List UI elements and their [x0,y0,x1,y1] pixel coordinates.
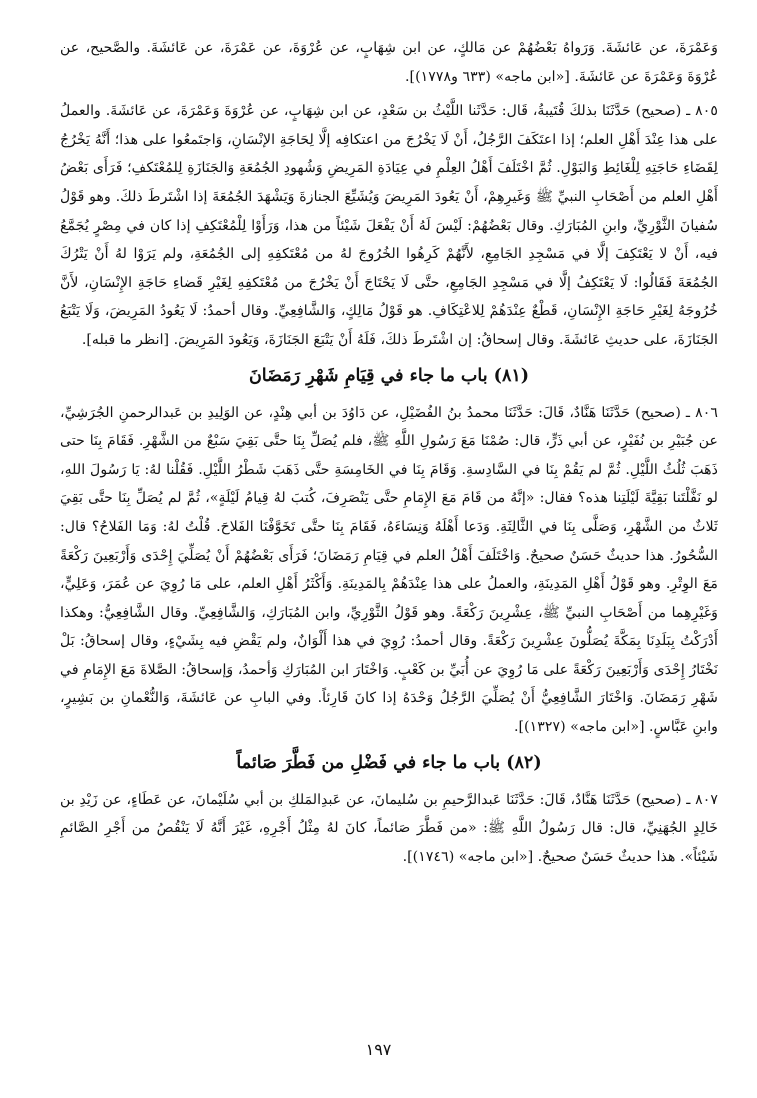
chapter-heading-82: (٨٢) باب ما جاء في فَضْلِ من فَطَّرَ صَائماً [236,752,542,773]
page-body [60,34,718,1064]
paragraph-hadith-807: ٨٠٧ ـ (صحيح) حَدَّثَنَا هَنَّادٌ، قَالَ: حَدَّثَنَا عَبدالرَّحيمِ بن سُليمانَ، عن عَبدِالمَلكِ بن أبي سُلَيْمانَ، عن عَطَاءٍ، عن زَيْدِ بن خَالِدٍ الجُهَنِيِّ، قال: قال رَسُولُ اللَّهِ ﷺ: «من فَطَّرَ صَائماً، كانَ لهُ مِثْلُ أَجْرِهِ، غَيْرَ أَنَّهُ لَا يَنْقُصُ من أَجْرِ الصَّائمِ شَيْئاً». هذا حديثٌ حَسَنٌ صحيحٌ. [«ابن ماجه» (١٧٤٦)]. [60,791,718,865]
paragraph-hadith-805: ٨٠٥ ـ (صحيح) حَدَّثَنَا بذلكَ قُتَيبةُ، قَال: حَدَّثَنا اللَّيْثُ بن سَعْدٍ، عن ابن شِهَابٍ، عن عُرْوَةَ وَعَمْرَةَ، عن عَائشَةَ. والعملُ على هذا عِنْدَ أَهْلِ العلم؛ إذا اعتَكَفَ الرَّجُلُ، أَنْ لَا يَخْرُجَ من اعتكافِه إلَّا لِحَاجَةِ الإنْسَانِ، وَاجتَمعُوا على هذا؛ أَنَّهُ يَخْرُجُ لِقَضَاءِ حَاجَتِهِ لِلْغَائِطِ وَالبَوْلِ. ثُمَّ اخْتَلَفَ أَهْلُ العِلْمِ في عِيَادَةِ المَرِيضِ وَشُهودِ الجُمُعَةِ وَالجَنَازَةِ لِلمُعْتَكفِ؛ فَرَأَى بَعْضُ أَهْلِ العلم من أَصْحَابِ النبيِّ ﷺ وَغَيرِهِمْ، أَنْ يَعُودَ المَرِيضَ وَيُشَيِّعَ الجنازةَ وَيَشْهَدَ الجُمُعَةَ إذا اشْتَرطَ ذلكَ. وهو قَوْلُ سُفيانَ الثَّوْرِيِّ، وابنِ المُبَارَكِ. وقال بَعْضُهُمْ: لَيْسَ لَهُ أَنْ يَفْعَلَ شَيْئاً من هذا، وَرَأَوْا لِلْمُعْتَكِفِ إذا كان في مِصْرٍ يُجَمَّعُ فيه، أَنْ لا يَعْتَكِفَ إلَّا في مَسْجِدِ الجَامِعِ، لأَنَّهُمْ كَرِهُوا الخُرُوجَ لهُ من مُعْتَكفِهِ إلى الجُمُعَةِ، ولم يَرَوْا لهُ أَنْ يَتْرُكَ الجُمُعَةَ فَقَالُوا: لَا يَعْتَكِفُ إلَّا في مَسْجِدِ الجَامِعِ، حتَّى لَا يَحْتَاجَ أَنْ يَخْرُجَ من مُعْتَكفِهِ لِغَيْرِ قَضاءِ حَاجَةِ الإِنْسَانِ، لأَنَّ خُرُوجَهُ لِغَيْرِ حَاجَةِ الإِنْسَانِ، قَطْعٌ عِنْدَهُمْ لِلاعْتِكَافِ. هو قَوْلُ مَالِكٍ، وَالشَّافِعِيِّ. وقال أحمدُ: لَا يَعُودُ المَرِيضَ، وَلَا يَتْبَعُ الجَنَازَةَ، على حديثِ عَائشَةَ. وقال إسحاقُ: إن اشْتَرطَ ذلكَ، فَلَهُ أَنْ يَتْبَعَ الجَنَازَةَ، وَيَعُودَ المَرِيضَ. [انظر ما قبله]. [60,103,718,348]
page-number: ١٩٧ [365,1040,392,1059]
paragraph-continuation: وَعَمْرَةَ، عن عَائشَةَ. وَرَواهُ بَعْضُهُمْ عن مَالكٍ، عن ابن شِهَابٍ، عن عُرْوَةَ، عن عَمْرَةَ، عن عَائشَةَ. والصَّحيح، عن عُرْوَةَ وَعَمْرَةَ عن عَائشَةَ. [«ابن ماجه» (٦٣٣ و١٧٧٨)]. [60,40,718,85]
paragraph-hadith-806: ٨٠٦ ـ (صحيح) حَدَّثَنَا هَنَّادٌ، قَالَ: حَدَّثَنَا محمدُ بنُ الفُضَيْلِ، عن دَاوُدَ بن أبي هِنْدٍ، عن الوَلِيدِ بن عَبدالرحمنِ الجُرَشِيِّ، عن جُبَيْرِ بن نُفَيْرٍ، عن أبي ذَرٍّ، قال: صُمْنَا مَعَ رَسُولِ اللَّهِ ﷺ، فلم يُصَلِّ بِنَا حتَّى بَقِيَ سَبْعٌ من الشَّهْرِ. فَقَامَ بِنَا حتى ذَهَبَ ثُلُثُ اللَّيْلِ. ثُمَّ لم يَقُمْ بِنَا في السَّادِسةِ. وَقَامَ بِنَا في الخَامِسَةِ حتَّى ذَهَبَ شَطْرُ اللَّيْلِ. فَقُلْنا لهُ: يَا رَسُولَ اللهِ، لو نَفَّلْتَنا بَقِيَّةَ لَيْلَتِنا هذه؟ فقال: «إنَّهُ من قَامَ مَعَ الإِمَامِ حتَّى يَنْصَرِفَ، كُتبَ لهُ قِيامُ لَيْلَةٍ»، ثُمَّ لم يُصَلِّ بِنَا حتَّى بَقِيَ ثَلاثٌ من الشَّهْرِ، وَصَلَّى بِنَا في الثَّالِثَةِ. وَدَعا أَهْلَهُ وَنِسَاءَهُ، فَقَامَ بِنَا حتَّى تَخَوَّفْنَا الفَلاحَ. قُلْتُ لهُ: وَمَا الفَلاحُ؟ قال: السُّحُورُ. هذا حديثٌ حَسَنٌ صحيحٌ. وَاخْتَلَفَ أَهْلُ العلم في قِيَامِ رَمَضَانَ؛ فَرَأَى بَعْضُهُمْ أَنْ يُصَلِّيَ إِحْدَى وَأَرْبَعِينَ رَكْعَةً مَعَ الوِتْرِ. وهو قَوْلُ أَهْلِ المَدِينَةِ، والعملُ على هذا عِنْدَهُمْ بِالمَدِينَةِ. وَأَكْثَرُ أَهْلِ العلم، على مَا رُوِيَ عن عُمَرَ، وَعَلِيٍّ، وَغَيْرِهِما من أَصْحَابِ النبيِّ ﷺ، عِشْرِينَ رَكْعَةً. وهو قَوْلُ الثَّوْرِيِّ، وابن المُبَارَكِ، وَالشَّافِعِيِّ. وقال الشَّافِعِيُّ: وهكذا أَدْرَكْتُ بِبَلَدِنَا بِمَكَّةَ يُصَلُّونَ عِشْرِينَ رَكْعَةً. وقال أحمدُ: رُوِيَ في هذا أَلْوَانٌ، ولم يَقْضِ فيه بِشَيْءٍ، وقال إسحاقُ: بَلْ نَخْتَارُ إِحْدَى وَأَرْبَعِينَ رَكْعَةً على مَا رُوِيَ عن أُبَيِّ بن كَعْبٍ. وَاخْتَارَ ابن المُبَارَكِ وَأحمدُ، وَإسحاقُ: الصَّلاةَ مَعَ الإِمَامِ في شَهْرِ رَمَضَانَ. وَاخْتَارَ الشَّافِعِيُّ أَنْ يُصَلِّيَ الرَّجُلُ وَحْدَهُ إذا كانَ قَارِئاً. وفي البابِ عن عَائشَةَ، وَالنُّعْمانِ بن بَشِيرٍ، وابنِ عَبَّاسٍ. [«ابن ماجه» (١٣٢٧)]. [60,404,718,736]
chapter-heading-81: (٨١) باب ما جاء في قِيَامِ شَهْرِ رَمَضَانَ [248,365,530,386]
